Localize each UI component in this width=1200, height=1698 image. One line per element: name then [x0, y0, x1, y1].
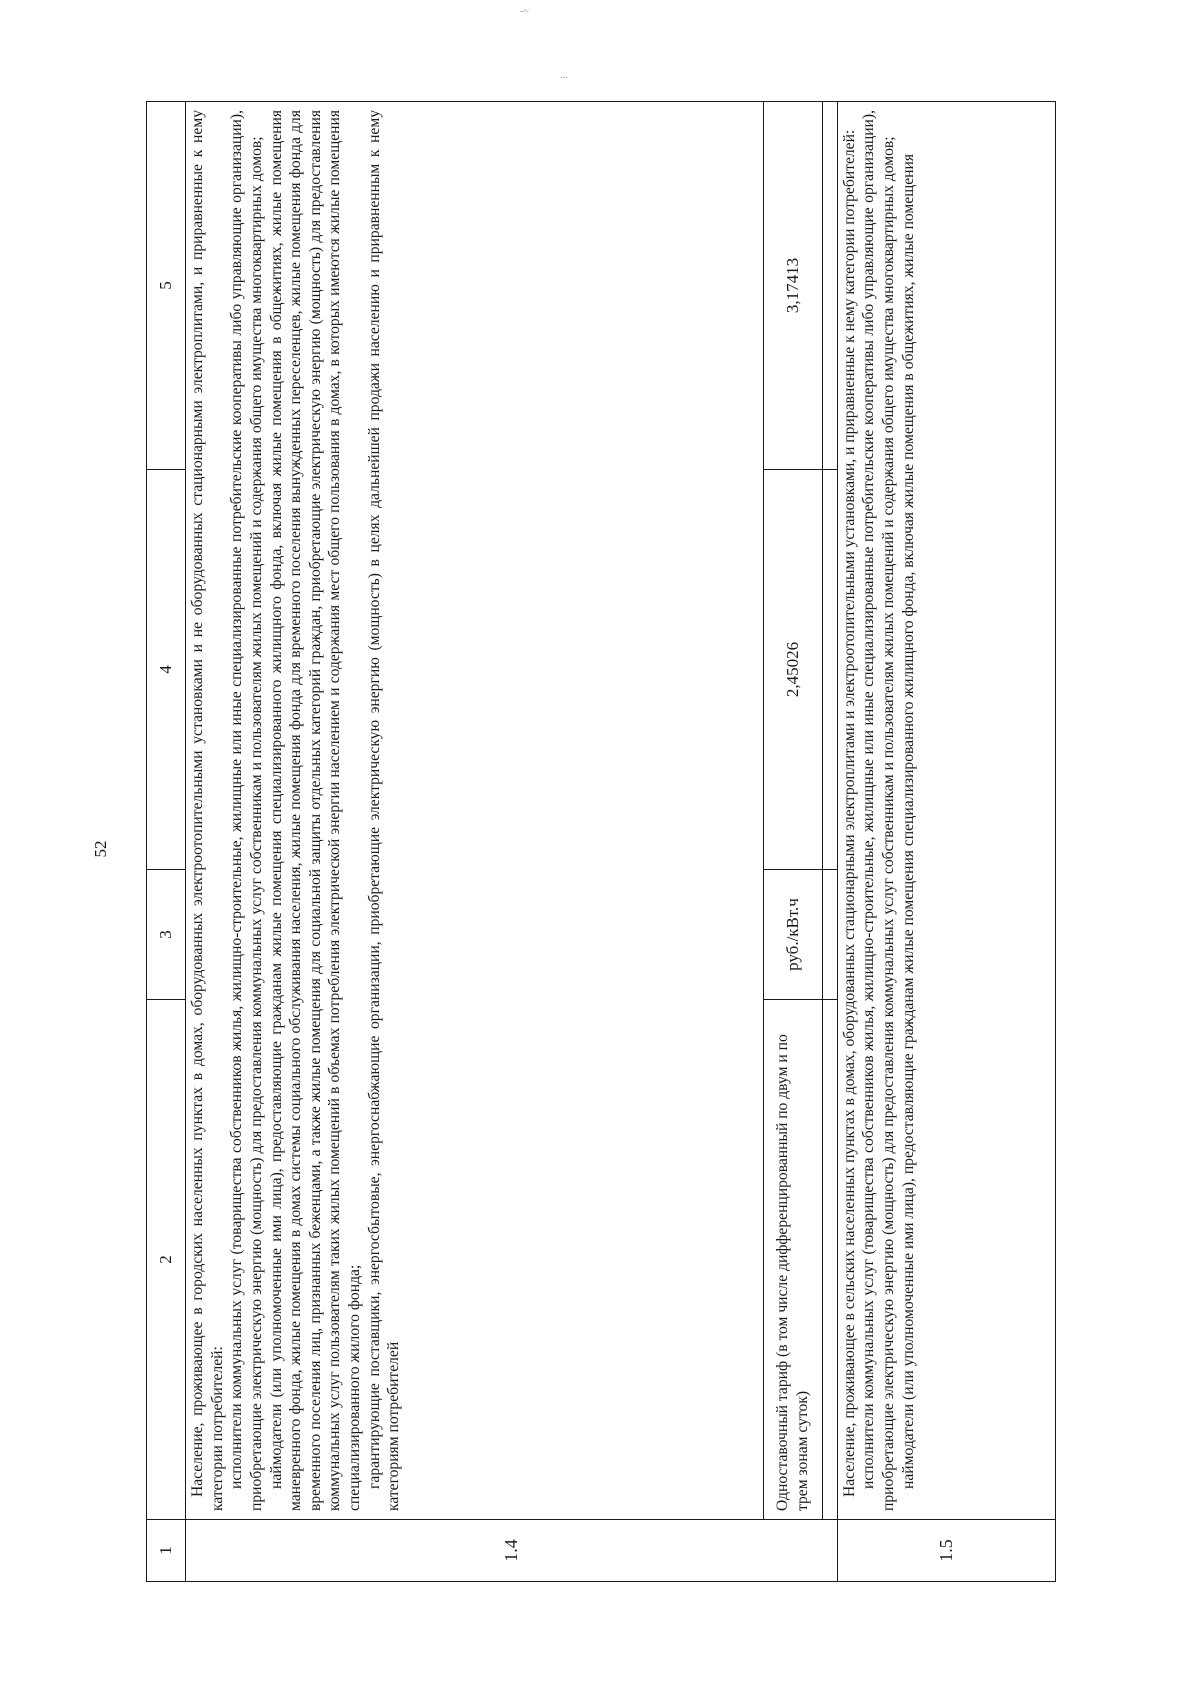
header-cell-1: 1: [147, 1520, 186, 1582]
description-paragraph: наймодатели (или уполномоченные ими лица), предоставляющие гражданам жилые помещения специализированного жилищного фонда, включая жилые помещения в общежитиях, жилые помещения: [899, 153, 917, 1489]
table-row: [186, 102, 764, 1582]
tariff-unit: руб./кВт.ч: [763, 870, 822, 1000]
row-number-1-4: 1.4: [186, 1520, 838, 1582]
table-header-row: [147, 102, 186, 1582]
empty-cell: [822, 470, 837, 870]
empty-cell: [822, 870, 837, 1000]
separator-row: [822, 102, 837, 1582]
header-cell-5: 5: [147, 102, 186, 470]
tariff-value-col4: 2,45026: [763, 470, 822, 870]
row-number-1-5: 1.5: [837, 1520, 1055, 1582]
scan-mark: -~: [520, 6, 529, 17]
tariff-table: [146, 101, 1056, 1582]
description-paragraph: гарантирующие поставщики, энергосбытовые, энергоснабжающие организации, приобретающие электрическую энергию (мощность) в целях дальнейшей продажи населению и приравненным к нему категориям потребителей: [365, 110, 403, 1511]
row-description-1-4: [186, 102, 764, 1520]
description-paragraph: наймодатели (или уполномоченные ими лица), предоставляющие гражданам жилые помещения специализированного жилищного фонда, включая жилые помещения в общежитиях, жилые помещения маневренного фонда, жилые помещения в домах системы социального обслуживания населения, жилые помещения фонда для временного поселения вынужденных переселенцев, жилые помещения фонда для временного поселения лиц, признанных беженцами, а также жилые помещения для социальной защиты отдельных категорий граждан, приобретающие электрическую энергию (мощность) для предоставления коммунальных услуг пользователям таких жилых помещений в объемах потребления электрической энергии населением и содержания мест общего пользования в домах, в которых имеются жилые помещения специализированного жилого фонда;: [267, 110, 364, 1511]
scan-mark: ...: [560, 70, 568, 81]
empty-cell: [822, 102, 837, 470]
row-description-1-5: [837, 102, 1055, 1520]
header-cell-4: 4: [147, 470, 186, 870]
description-paragraph: Население, проживающее в городских населенных пунктах в домах, оборудованных электроотопительными установками и не оборудованных стационарными электроплитами, и приравненные к нему категории потребителей:: [189, 110, 226, 1511]
header-cell-2: 2: [147, 1000, 186, 1520]
empty-cell: [822, 1000, 837, 1520]
tariff-value-col5: 3,17413: [763, 102, 822, 470]
page-number: 52: [91, 840, 110, 858]
rotated-table-block: [146, 102, 1056, 1582]
header-cell-3: 3: [147, 870, 186, 1000]
description-paragraph: исполнители коммунальных услуг (товарищества собственников жилья, жилищно-строительные, жилищные или иные специализированные потребительские кооперативы либо управляющие организации), приобретающие электрическую энергию (мощность) для предоставления коммунальных услуг собственникам и пользователям жилых помещений и содержания общего имущества многоквартирных домов;: [860, 110, 897, 1511]
tariff-label: Одноставочный тариф (в том числе дифференцированный по двум и по трем зонам суток): [763, 1000, 822, 1520]
description-paragraph: Население, проживающее в сельских населенных пунктах в домах, оборудованных стационарными электроплитами и электроотопительными установками, и приравненные к нему категории потребителей:: [840, 129, 858, 1497]
tariff-row: [763, 102, 822, 1582]
table-row: [837, 102, 1055, 1582]
description-paragraph: исполнители коммунальных услуг (товарищества собственников жилья, жилищно-строительные, жилищные или иные специализированные потребительские кооперативы либо управляющие организации), приобретающие электрическую энергию (мощность) для предоставления коммунальных услуг собственникам и пользователям жилых помещений и содержания общего имущества многоквартирных домов;: [228, 110, 265, 1511]
